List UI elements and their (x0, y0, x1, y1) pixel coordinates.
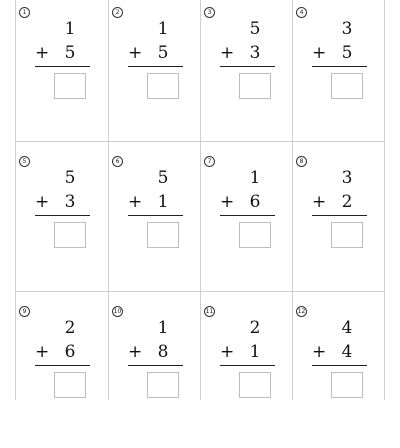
addend-top: 2 (64, 318, 76, 338)
answer-box[interactable] (239, 222, 271, 248)
problem-cell (200, 299, 292, 448)
sum-line (35, 365, 90, 366)
plus-sign: + (35, 43, 50, 63)
problem-cell (292, 149, 384, 298)
problem-number: 10 (113, 308, 122, 315)
addend-top: 1 (157, 19, 169, 39)
sum-line (35, 66, 90, 67)
problem-cell (292, 299, 384, 448)
problem-cell (108, 0, 200, 149)
problem-cell (15, 299, 107, 448)
sum-line (220, 365, 275, 366)
problem-cell (108, 149, 200, 298)
addend-bottom: 5 (157, 43, 169, 63)
plus-sign: + (220, 342, 235, 362)
problem-cell (200, 149, 292, 298)
problem-number: 9 (19, 306, 30, 317)
problem-number: 3 (204, 7, 215, 18)
answer-box[interactable] (147, 73, 179, 99)
addend-top: 4 (341, 318, 353, 338)
addend-top: 5 (249, 19, 261, 39)
answer-box[interactable] (239, 73, 271, 99)
sum-line (312, 215, 367, 216)
addend-bottom: 6 (249, 192, 261, 212)
sum-line (128, 365, 183, 366)
addend-bottom: 1 (157, 192, 169, 212)
addend-bottom: 1 (249, 342, 261, 362)
problem-number: 5 (19, 156, 30, 167)
addend-top: 5 (157, 168, 169, 188)
answer-box[interactable] (54, 222, 86, 248)
problem-number: 6 (112, 156, 123, 167)
addend-top: 3 (341, 19, 353, 39)
problem-number: 12 (297, 308, 306, 315)
problem-number: 11 (205, 308, 214, 315)
problem-number: 7 (204, 156, 215, 167)
answer-box[interactable] (147, 372, 179, 398)
sum-line (312, 365, 367, 366)
sum-line (128, 215, 183, 216)
problem-cell (15, 0, 107, 149)
problem-cell (200, 0, 292, 149)
plus-sign: + (220, 43, 235, 63)
addend-top: 1 (157, 318, 169, 338)
plus-sign: + (35, 192, 50, 212)
problem-number: 4 (296, 7, 307, 18)
answer-box[interactable] (147, 222, 179, 248)
sum-line (35, 215, 90, 216)
plus-sign: + (128, 43, 143, 63)
addend-top: 5 (64, 168, 76, 188)
plus-sign: + (220, 192, 235, 212)
plus-sign: + (128, 342, 143, 362)
plus-sign: + (312, 192, 327, 212)
problem-number: 8 (296, 156, 307, 167)
sum-line (220, 215, 275, 216)
addend-bottom: 3 (64, 192, 76, 212)
problem-cell (15, 149, 107, 298)
plus-sign: + (312, 342, 327, 362)
addend-bottom: 3 (249, 43, 261, 63)
problem-cell (292, 0, 384, 149)
sum-line (128, 66, 183, 67)
answer-box[interactable] (54, 73, 86, 99)
addend-bottom: 6 (64, 342, 76, 362)
answer-box[interactable] (54, 372, 86, 398)
plus-sign: + (128, 192, 143, 212)
addend-top: 2 (249, 318, 261, 338)
addend-bottom: 5 (64, 43, 76, 63)
plus-sign: + (35, 342, 50, 362)
problem-number: 2 (112, 7, 123, 18)
addend-bottom: 5 (341, 43, 353, 63)
answer-box[interactable] (239, 372, 271, 398)
sum-line (312, 66, 367, 67)
addend-bottom: 8 (157, 342, 169, 362)
sum-line (220, 66, 275, 67)
answer-box[interactable] (331, 222, 363, 248)
addend-bottom: 2 (341, 192, 353, 212)
grid-line (384, 0, 385, 400)
answer-box[interactable] (331, 372, 363, 398)
problem-number: 1 (19, 7, 30, 18)
addend-top: 3 (341, 168, 353, 188)
plus-sign: + (312, 43, 327, 63)
addend-top: 1 (249, 168, 261, 188)
addend-bottom: 4 (341, 342, 353, 362)
answer-box[interactable] (331, 73, 363, 99)
problem-cell (108, 299, 200, 448)
addend-top: 1 (64, 19, 76, 39)
